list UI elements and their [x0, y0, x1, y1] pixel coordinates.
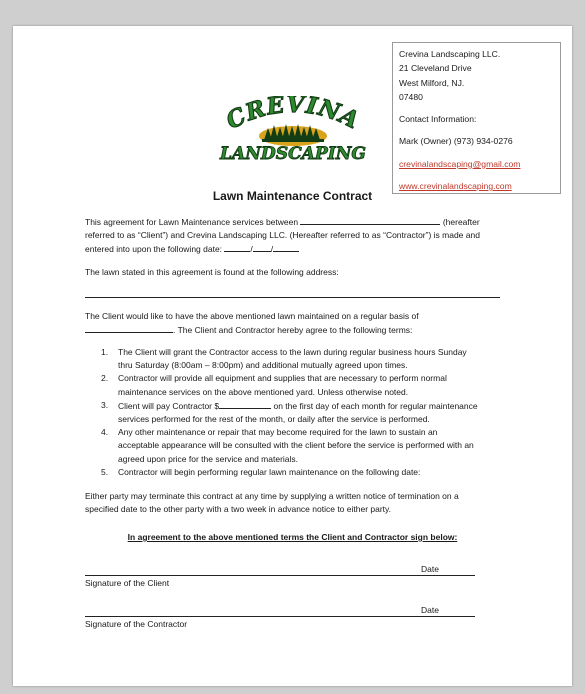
company-street: 21 Cleveland Drive [399, 63, 472, 74]
client-date-label: Date [421, 564, 439, 574]
contact-info-box [392, 42, 561, 194]
company-name: Crevina Landscaping LLC. [399, 49, 501, 59]
crevina-logo [216, 96, 370, 166]
intro-paragraph [85, 215, 525, 257]
contractor-signature-line[interactable] [85, 616, 475, 617]
payment-amount-blank[interactable] [219, 399, 271, 409]
client-signature-label: Signature of the Client [85, 578, 170, 588]
intro-line-3: entered into upon the following date: [85, 244, 223, 255]
contract-page [13, 26, 572, 686]
company-city: West Milford, NJ. [399, 77, 465, 88]
client-signature-line[interactable] [85, 575, 475, 576]
logo-bottom-word: LANDSCAPING [218, 144, 366, 164]
term-item: 5. Contractor will begin performing regular lawn maintenance on the following date: [101, 466, 421, 477]
termination-paragraph: Either party may terminate this contract at any time by supplying a written notice of termination on a specified date to the other party with a two week in advance notice to either party. [85, 491, 459, 515]
frequency-blank[interactable] [85, 323, 173, 333]
term-item: 1. The Client will grant the Contractor access to the lawn during regular business hours Sunday thru Saturday (8:00am – 8:00pm) and additional mutually agreed upon times. [101, 347, 467, 371]
date-blank-day[interactable] [253, 242, 274, 255]
date-slash-1: / [250, 244, 253, 255]
tree-line-graphic [259, 124, 327, 146]
client-name-blank[interactable] [300, 215, 440, 225]
term-item: 3. Client will pay Contractor $ on the first day of each month for regular maintenance services performed for the rest of the month, or daily after the service is performed. [101, 399, 478, 425]
intro-line-1b: (hereafter [442, 217, 480, 227]
date-blank-year[interactable] [270, 242, 299, 255]
terms-list [85, 346, 515, 479]
intro-line-2: referred to as “Client”) and Crevina Landscaping LLC. (Hereafter referred to as “Contractor”) is made and [85, 230, 480, 241]
email-link[interactable]: crevinalandscaping@gmail.com [399, 158, 521, 169]
address-blank-line[interactable] [85, 297, 500, 298]
basis-paragraph [85, 310, 505, 337]
website-link[interactable]: www.crevinalandscaping.com [399, 181, 512, 192]
basis-line-1: The Client would like to have the above mentioned lawn maintained on a regular basis of [85, 311, 419, 321]
contact-heading: Contact Information: [399, 114, 477, 125]
term-item: 4. Any other maintenance or repair that may become required for the lawn to sustain an acceptable appearance will be consulted with the client before the service is performed with an agreed upon price for the service and materials. [101, 427, 474, 464]
intro-line-1a: This agreement for Lawn Maintenance services between [85, 217, 299, 227]
owner-phone: Mark (Owner) (973) 934-0276 [399, 136, 513, 147]
company-zip: 07480 [399, 91, 423, 102]
term-item: 2. Contractor will provide all equipment and supplies that are necessary to perform normal maintenance services on the above mentioned yard. Unless otherwise noted. [101, 373, 447, 397]
basis-line-2: . The Client and Contractor hereby agree to the following terms: [173, 325, 413, 336]
contractor-date-label: Date [421, 605, 439, 615]
agreement-heading: In agreement to the above mentioned terms the Client and Contractor sign below: [127, 532, 458, 542]
address-statement: The lawn stated in this agreement is found at the following address: [85, 267, 339, 277]
logo-top-word: CREVINA [222, 96, 364, 135]
date-blank-month[interactable] [224, 242, 253, 255]
page-title: Lawn Maintenance Contract [212, 189, 373, 203]
date-slash-2: / [270, 244, 274, 255]
contractor-signature-label: Signature of the Contractor [85, 619, 188, 629]
